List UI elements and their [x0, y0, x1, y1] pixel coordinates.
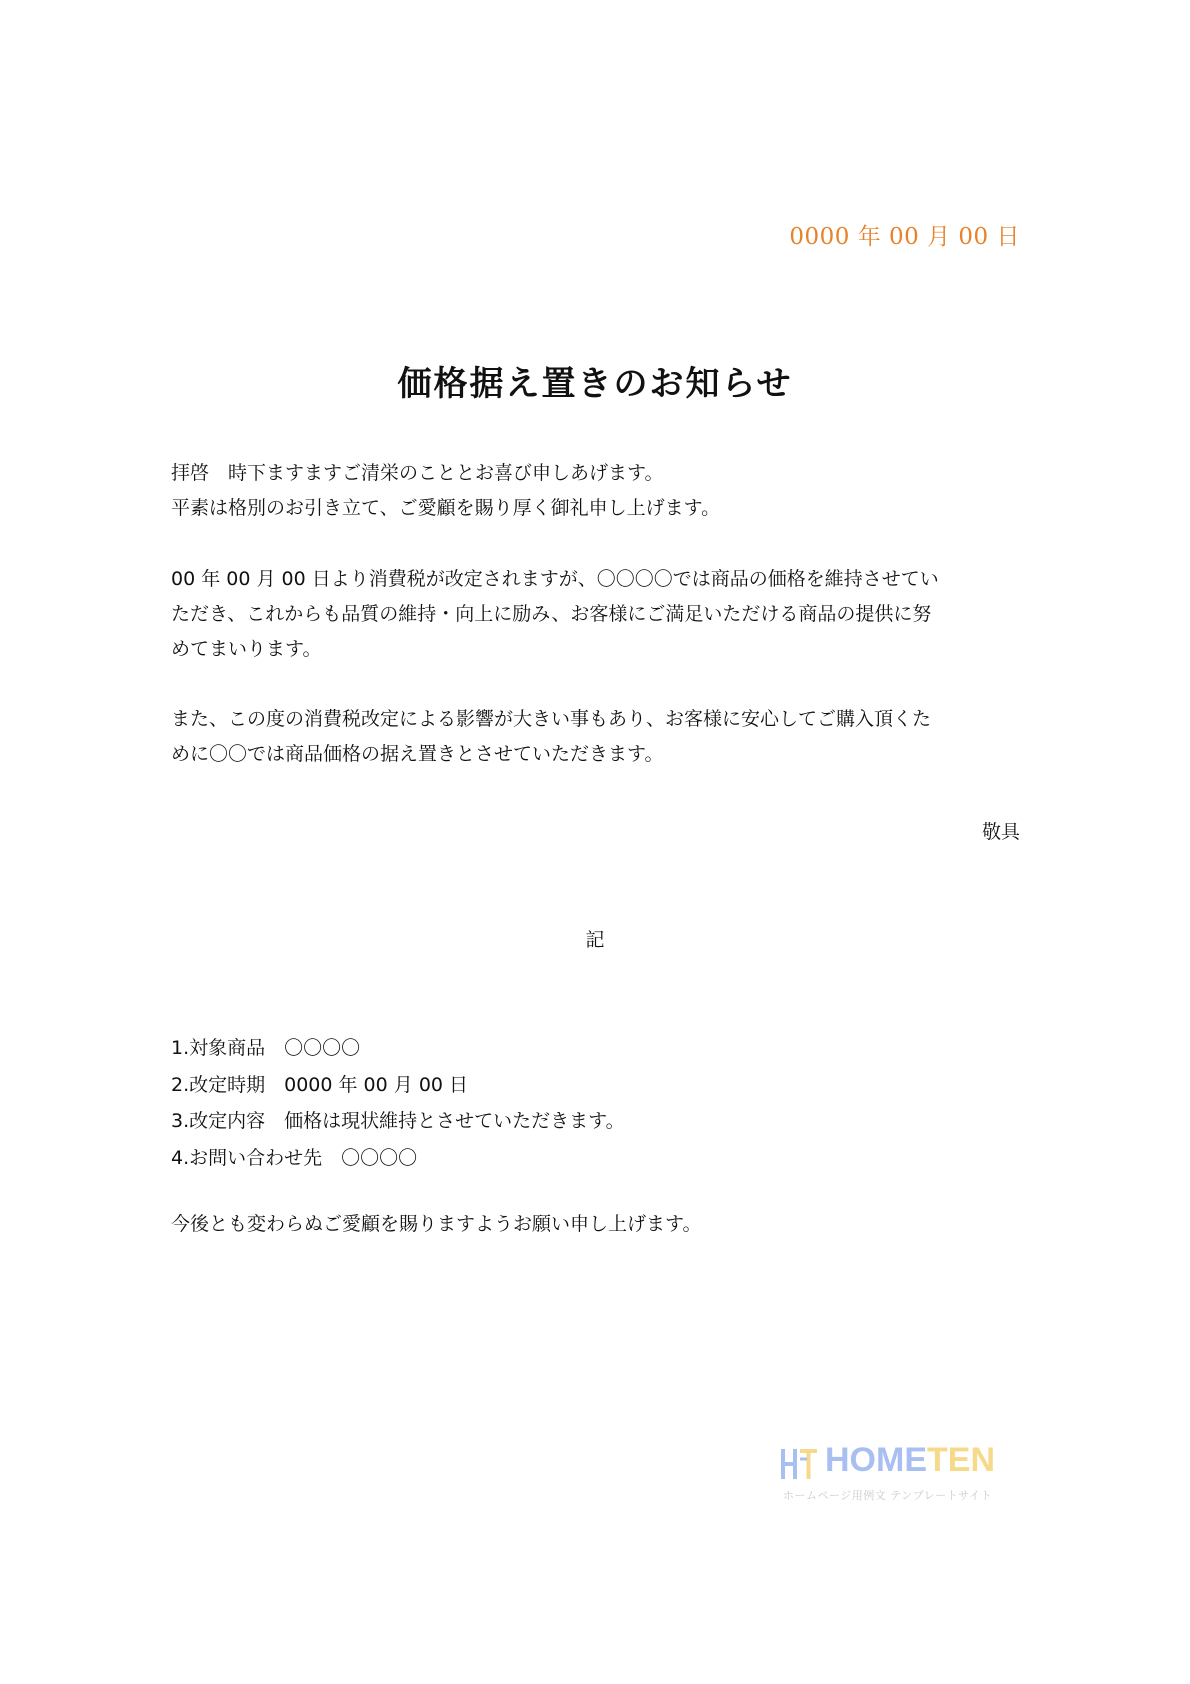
paragraph-line: また、この度の消費税改定による影響が大きい事もあり、お客様に安心してご購入頂くた — [171, 708, 932, 730]
closing-sentence: 今後とも変わらぬご愛顧を賜りますようお願い申し上げます。 — [171, 1213, 702, 1235]
ki-heading: 記 — [585, 929, 605, 951]
item-list — [171, 1030, 625, 1176]
logo-text-home: HOME — [825, 1441, 927, 1479]
logo-text-ten: TEN — [927, 1441, 995, 1479]
logo-subtitle: ホームページ用例文 テンプレートサイト — [783, 1489, 993, 1502]
document-date: 0000 年 00 月 00 日 — [789, 224, 1020, 250]
paragraph-line: ただき、これからも品質の維持・向上に励み、お客様にご満足いただける商品の提供に努 — [171, 603, 932, 625]
list-item: 2.改定時期 0000 年 00 月 00 日 — [171, 1073, 469, 1096]
body-paragraph-2 — [171, 702, 1031, 772]
closing-remark: 敬具 — [981, 821, 1020, 843]
document-title: 価格据え置きのお知らせ — [397, 364, 793, 404]
list-item: 3.改定内容 価格は現状維持とさせていただきます。 — [171, 1110, 625, 1132]
hometen-logo-text — [825, 1441, 995, 1480]
paragraph-line: 00 年 00 月 00 日より消費税が改定されますが、〇〇〇〇では商品の価格を維持させてい — [171, 568, 939, 590]
hometen-logo — [781, 1443, 1011, 1505]
list-item: 1.対象商品 〇〇〇〇 — [171, 1037, 361, 1059]
greeting-paragraph — [171, 456, 1031, 526]
paragraph-line: めてまいります。 — [171, 638, 322, 660]
body-paragraph-1 — [171, 562, 1031, 667]
paragraph-line: めに〇〇では商品価格の据え置きとさせていただきます。 — [171, 743, 664, 765]
hometen-logo-icon — [781, 1447, 819, 1481]
greeting-line: 平素は格別のお引き立て、ご愛顧を賜り厚く御礼申し上げます。 — [171, 497, 721, 519]
list-item: 4.お問い合わせ先 〇〇〇〇 — [171, 1146, 418, 1169]
greeting-line: 拝啓 時下ますますご清栄のこととお喜び申しあげます。 — [171, 462, 664, 484]
